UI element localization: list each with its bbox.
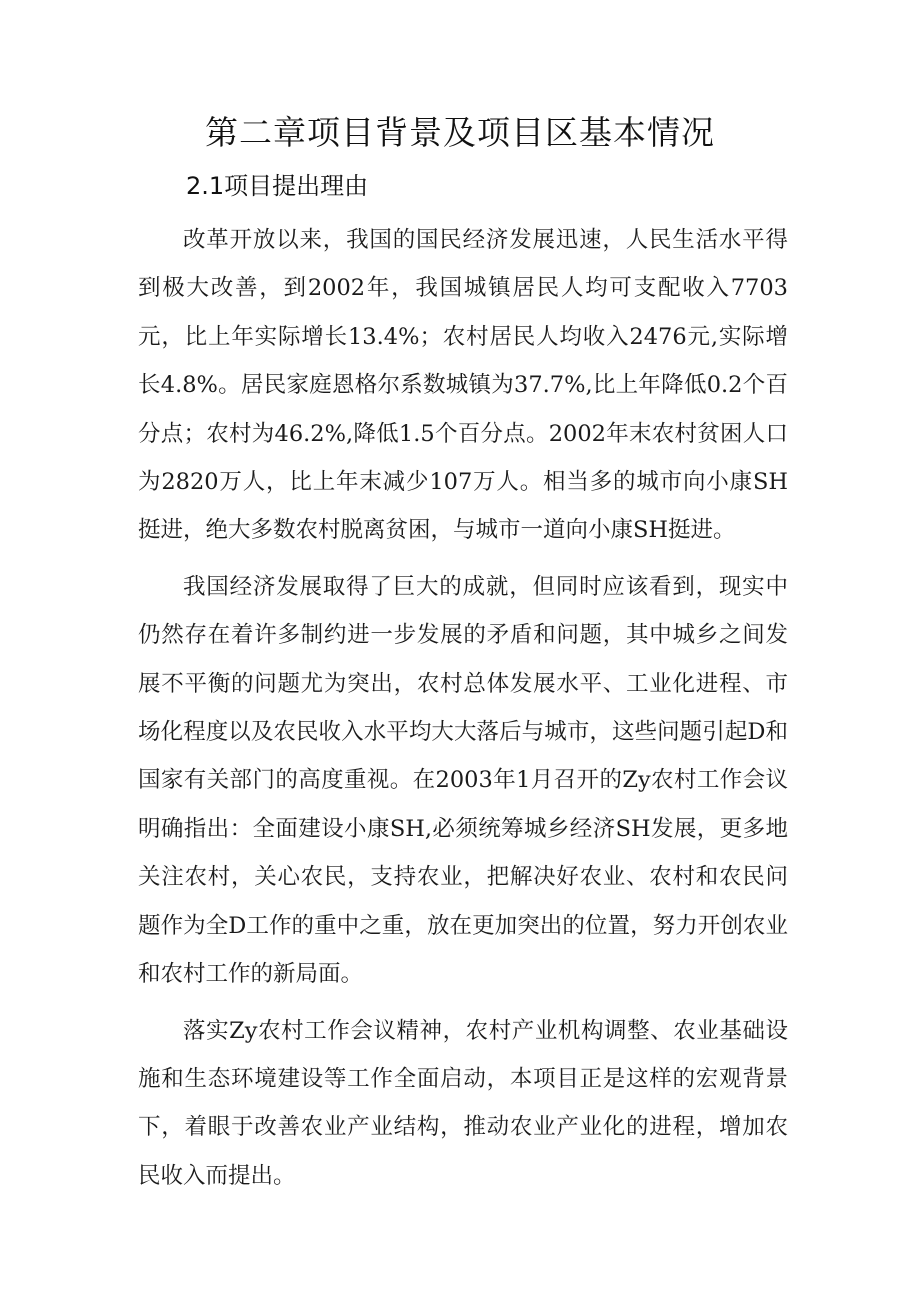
chapter-title: 第二章项目背景及项目区基本情况: [205, 113, 715, 152]
paragraph-3: 落实Zy农村工作会议精神，农村产业机构调整、农业基础设施和生态环境建设等工作全面启动，本项目正是这样的宏观背景下，着眼于改善农业产业结构，推动农业产业化的进程，增加农民收入而提出。: [138, 1017, 788, 1189]
paragraph-1: 改革开放以来，我国的国民经济发展迅速，人民生活水平得到极大改善，到2002年，我国城镇居民人均可支配收入7703元，比上年实际增长13.4%；农村居民人均收入2476元,实际增长4.8%。居民家庭恩格尔系数城镇为37.7%,比上年降低0.2个百分点；农村为46.2%,降低1.5个百分点。2002年末农村贫困人口为2820万人，比上年末减少107万人。相当多的城市向小康SH挺进，绝大多数农村脱离贫困，与城市一道向小康SH挺进。: [138, 227, 788, 544]
section-title: 2.1项目提出理由: [186, 172, 369, 200]
section-body: [138, 216, 788, 1208]
paragraph-2: 我国经济发展取得了巨大的成就，但同时应该看到，现实中仍然存在着许多制约进一步发展的矛盾和问题，其中城乡之间发展不平衡的问题尤为突出，农村总体发展水平、工业化进程、市场化程度以及农民收入水平均大大落后与城市，这些问题引起D和国家有关部门的高度重视。在2003年1月召开的Zy农村工作会议明确指出：全面建设小康SH,必须统筹城乡经济SH发展，更多地关注农村，关心农民，支持农业，把解决好农业、农村和农民问题作为全D工作的重中之重，放在更加突出的位置，努力开创农业和农村工作的新局面。: [138, 573, 788, 988]
